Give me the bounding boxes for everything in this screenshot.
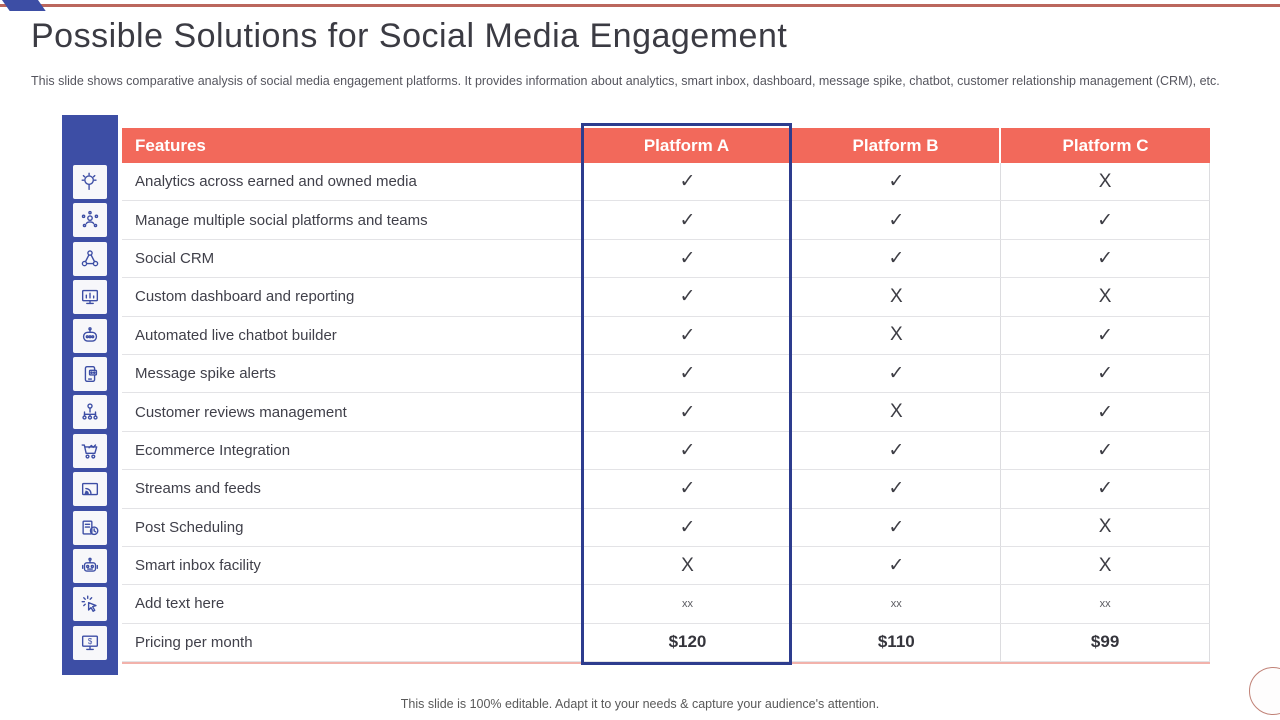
social-team-icon — [73, 203, 107, 237]
table-row — [122, 278, 1210, 316]
value-cell: X — [791, 278, 1000, 315]
comparison-table — [122, 128, 1210, 664]
feature-cell: Pricing per month — [135, 633, 253, 651]
value-cell: ✓ — [791, 201, 1000, 238]
slide-subtitle: This slide shows comparative analysis of social media engagement platforms. It provides information about analytics, smart inbox, dashboard, message spike, chatbot, customer relationship management (CRM), etc. — [31, 74, 1220, 88]
value-cell: ✓ — [583, 393, 792, 430]
value-cell: ✓ — [1000, 432, 1209, 469]
value-cell: ✓ — [583, 163, 792, 200]
table-row — [122, 163, 1210, 201]
table-row — [122, 240, 1210, 278]
value-cell: X — [1000, 278, 1209, 315]
chatbot-icon — [73, 319, 107, 353]
value-cell: ✓ — [791, 355, 1000, 392]
ecommerce-cart-icon — [73, 434, 107, 468]
value-cell: X — [583, 547, 792, 584]
dashboard-analytics-icon — [73, 280, 107, 314]
top-accent-line — [0, 4, 1280, 7]
feature-cell: Add text here — [135, 595, 225, 613]
table-row — [122, 585, 1210, 623]
insight-search-icon — [73, 165, 107, 199]
value-cell: ✓ — [791, 240, 1000, 277]
feature-cell: Message spike alerts — [135, 365, 276, 383]
table-row — [122, 432, 1210, 470]
value-cell: ✓ — [791, 470, 1000, 507]
value-cell: $99 — [1000, 624, 1209, 661]
page-title: Possible Solutions for Social Media Engagement — [31, 17, 788, 55]
value-cell: ✓ — [583, 470, 792, 507]
table-bottom-accent — [122, 662, 1210, 664]
feature-cell: Analytics across earned and owned media — [135, 173, 417, 191]
value-cell: X — [791, 393, 1000, 430]
value-cell: ✓ — [791, 547, 1000, 584]
column-header-platform-a: Platform A — [583, 128, 792, 163]
post-schedule-icon — [73, 511, 107, 545]
value-cell: ✓ — [791, 509, 1000, 546]
share-network-icon — [73, 242, 107, 276]
hierarchy-icon — [73, 395, 107, 429]
value-cell: ✓ — [1000, 201, 1209, 238]
table-row — [122, 393, 1210, 431]
table-row — [122, 624, 1210, 662]
robot-head-icon — [73, 549, 107, 583]
table-row — [122, 547, 1210, 585]
value-cell: X — [791, 317, 1000, 354]
value-cell: ✓ — [583, 278, 792, 315]
feature-cell: Social CRM — [135, 249, 215, 267]
value-cell: ✓ — [1000, 355, 1209, 392]
pricing-monitor-icon — [73, 626, 107, 660]
icon-sidebar — [62, 115, 118, 675]
column-header-platform-c: Platform C — [1001, 128, 1210, 163]
column-header-platform-b: Platform B — [792, 128, 1001, 163]
feature-cell: Manage multiple social platforms and teams — [135, 211, 428, 229]
value-cell: ✓ — [1000, 240, 1209, 277]
corner-flag-shape — [2, 0, 46, 11]
screen-stream-icon — [73, 472, 107, 506]
column-header-features: Features — [122, 128, 583, 163]
table-row — [122, 201, 1210, 239]
cursor-click-icon — [73, 587, 107, 621]
table-row — [122, 509, 1210, 547]
value-cell: ✓ — [583, 317, 792, 354]
value-cell: X — [1000, 509, 1209, 546]
value-cell: ✓ — [583, 240, 792, 277]
value-cell: ✓ — [1000, 317, 1209, 354]
value-cell: X — [1000, 547, 1209, 584]
feature-cell: Smart inbox facility — [135, 557, 261, 575]
table-row — [122, 470, 1210, 508]
value-cell: $110 — [791, 624, 1000, 661]
value-cell: X — [1000, 163, 1209, 200]
value-cell: ✓ — [583, 432, 792, 469]
value-cell: ✓ — [791, 432, 1000, 469]
footer-note: This slide is 100% editable. Adapt it to your needs & capture your audience's attention. — [400, 697, 880, 711]
value-cell: xx — [791, 585, 1000, 622]
feature-cell: Automated live chatbot builder — [135, 326, 337, 344]
feature-cell: Ecommerce Integration — [135, 441, 291, 459]
feature-cell: Post Scheduling — [135, 518, 244, 536]
value-cell: xx — [583, 585, 792, 622]
value-cell: ✓ — [583, 201, 792, 238]
feature-cell: Custom dashboard and reporting — [135, 288, 355, 306]
feature-cell: Streams and feeds — [135, 480, 261, 498]
value-cell: xx — [1000, 585, 1209, 622]
table-row — [122, 317, 1210, 355]
value-cell: ✓ — [1000, 393, 1209, 430]
table-body — [122, 163, 1210, 662]
table-header-row — [122, 128, 1210, 163]
value-cell: ✓ — [1000, 470, 1209, 507]
value-cell: ✓ — [583, 509, 792, 546]
mobile-message-icon — [73, 357, 107, 391]
value-cell: ✓ — [791, 163, 1000, 200]
value-cell: ✓ — [583, 355, 792, 392]
table-row — [122, 355, 1210, 393]
feature-cell: Customer reviews management — [135, 403, 347, 421]
value-cell: $120 — [583, 624, 792, 661]
